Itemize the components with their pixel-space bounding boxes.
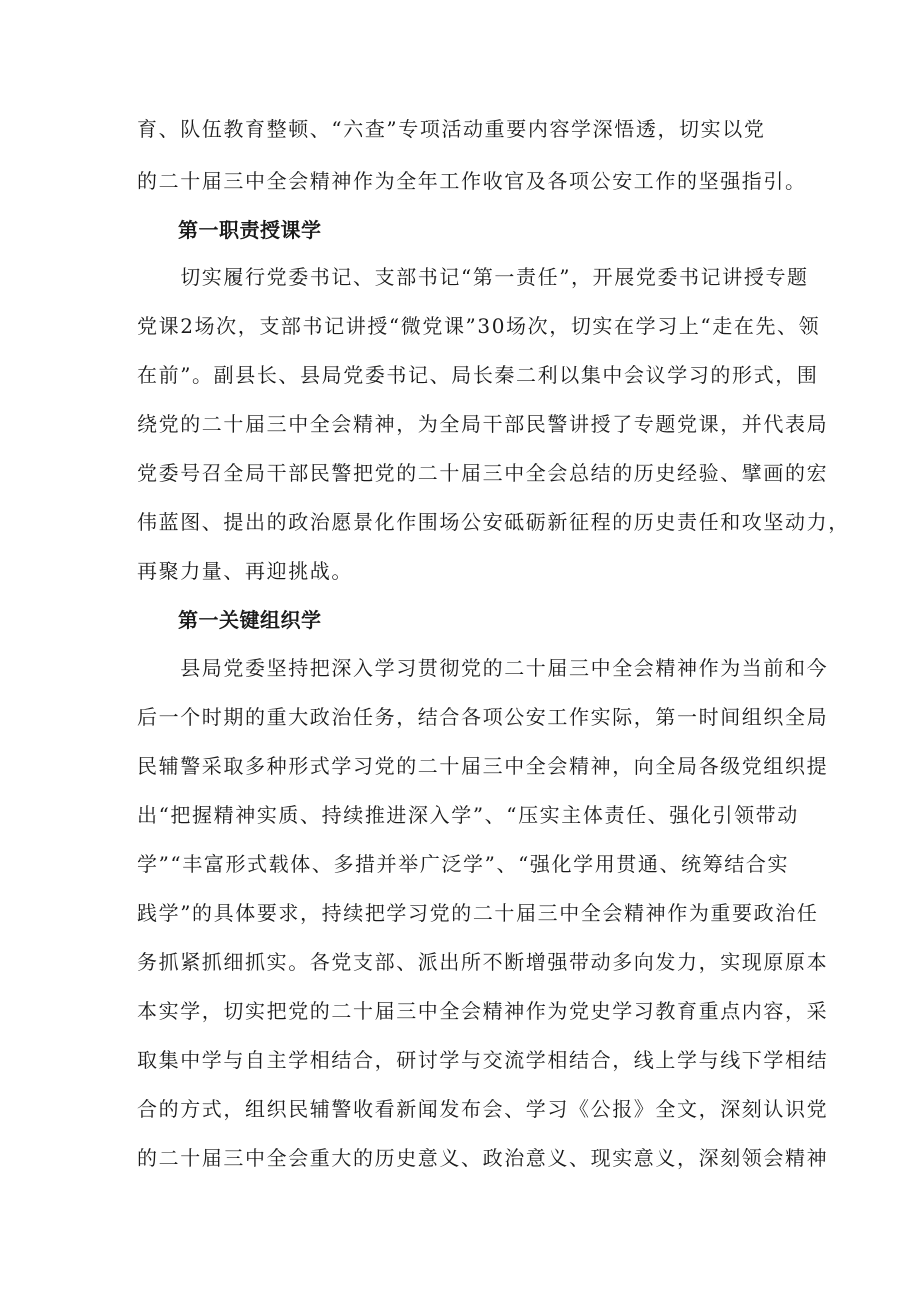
paragraph-line: 党课2场次，支部书记讲授“微党课”30场次，切实在学习上“走在先、领 bbox=[137, 314, 821, 338]
paragraph-line: 取集中学与自主学相结合，研讨学与交流学相结合，线上学与线下学相结 bbox=[137, 1048, 829, 1072]
paragraph-line: 在前”。副县长、县局党委书记、局长秦二利以集中会议学习的形式，围 bbox=[137, 363, 819, 387]
section-heading: 第一关键组织学 bbox=[178, 608, 322, 632]
paragraph-line: 绕党的二十届三中全会精神，为全局干部民警讲授了专题党课，并代表局 bbox=[137, 412, 829, 436]
intro-line: 的二十届三中全会精神作为全年工作收官及各项公安工作的坚强指引。 bbox=[137, 169, 807, 193]
paragraph-line: 切实履行党委书记、支部书记“第一责任”，开展党委书记讲授专题 bbox=[137, 265, 809, 289]
paragraph-line: 合的方式，组织民辅警收看新闻发布会、学习《公报》全文，深刻认识党 bbox=[137, 1097, 829, 1121]
intro-line: 育、队伍教育整顿、“六查”专项活动重要内容学深悟透，切实以党 bbox=[137, 117, 766, 141]
paragraph-line: 民辅警采取多种形式学习党的二十届三中全会精神，向全局各级党组织提 bbox=[137, 754, 829, 778]
paragraph-line: 践学”的具体要求，持续把学习党的二十届三中全会精神作为重要政治任 bbox=[137, 901, 819, 925]
paragraph-line: 伟蓝图、提出的政治愿景化作围场公安砥砺新征程的历史责任和攻坚动力， bbox=[137, 510, 850, 534]
paragraph-line: 务抓紧抓细抓实。各党支部、派出所不断增强带动多向发力，实现原原本 bbox=[137, 950, 829, 974]
paragraph-line: 的二十届三中全会重大的历史意义、政治意义、现实意义，深刻领会精神 bbox=[137, 1146, 829, 1170]
paragraph-line: 本实学，切实把党的二十届三中全会精神作为党史学习教育重点内容，采 bbox=[137, 999, 829, 1023]
paragraph-line: 出“把握精神实质、持续推进深入学”、“压实主体责任、强化引领带动 bbox=[137, 803, 799, 827]
paragraph-line: 县局党委坚持把深入学习贯彻党的二十届三中全会精神作为当前和今 bbox=[137, 656, 829, 680]
paragraph-line: 学”“丰富形式载体、多措并举广泛学”、“强化学用贯通、统筹结合实 bbox=[137, 852, 790, 876]
paragraph-line: 后一个时期的重大政治任务，结合各项公安工作实际，第一时间组织全局 bbox=[137, 705, 829, 729]
paragraph-line: 再聚力量、再迎挑战。 bbox=[137, 559, 353, 583]
paragraph-line: 党委号召全局干部民警把党的二十届三中全会总结的历史经验、擘画的宏 bbox=[137, 461, 829, 485]
section-heading: 第一职责授课学 bbox=[178, 218, 322, 242]
